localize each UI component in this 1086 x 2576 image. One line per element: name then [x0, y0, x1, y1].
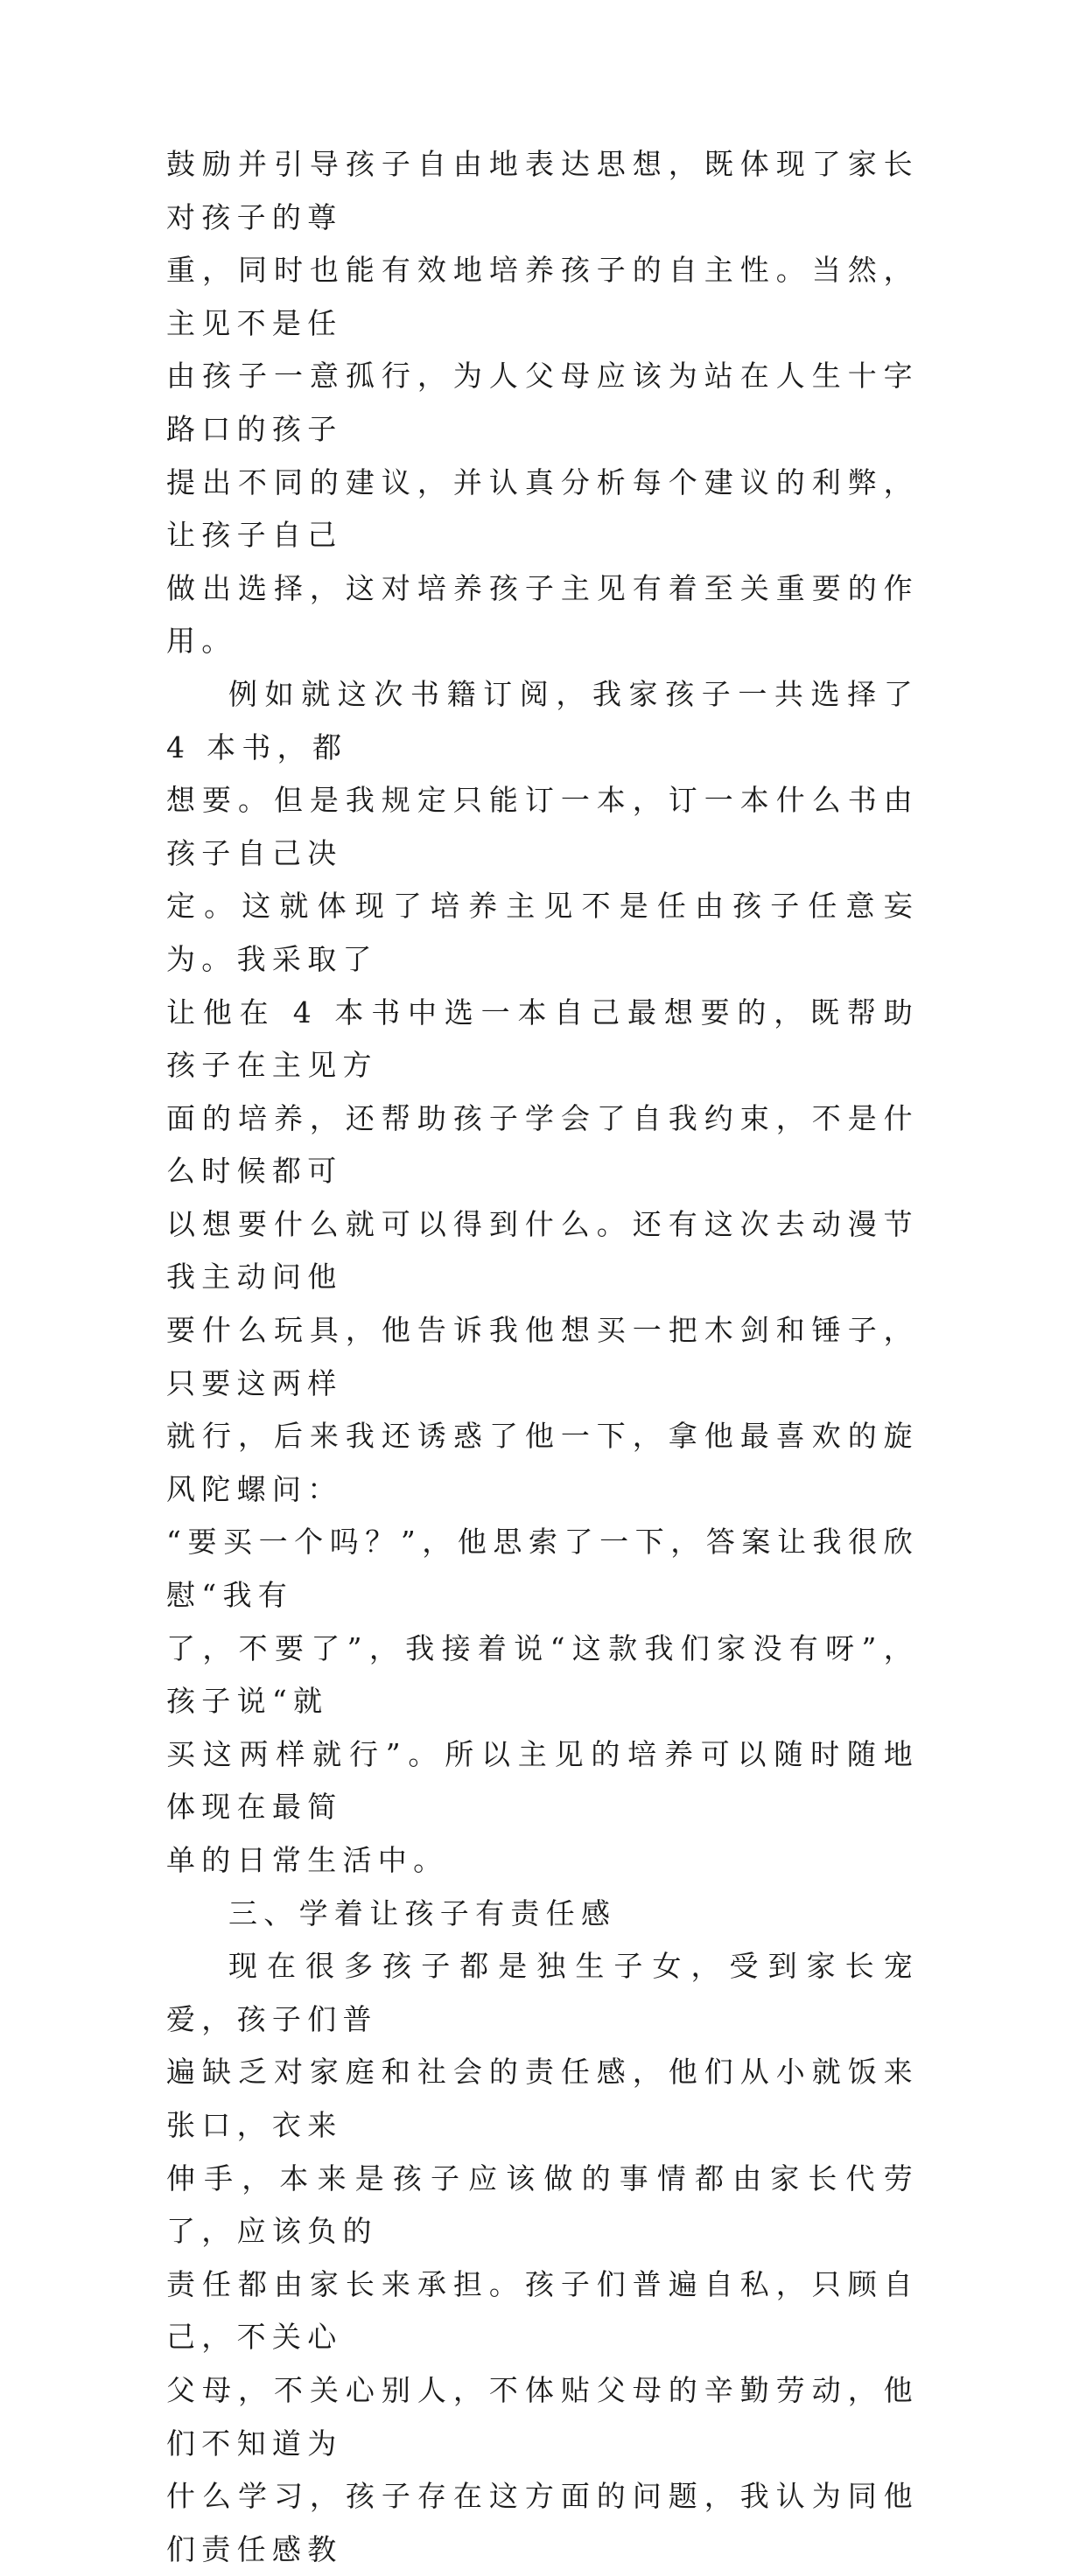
section-heading — [166, 1888, 919, 1941]
paragraph-autonomy — [166, 138, 919, 668]
text-line: 买这两样就行”。所以主见的培养可以随时随地体现在最简 — [166, 1736, 919, 1825]
text-line: 鼓励并引导孩子自由地表达思想，既体现了家长对孩子的尊 — [166, 147, 919, 234]
text-line: 重，同时也能有效地培养孩子的自主性。当然，主见不是任 — [166, 253, 919, 340]
text-line: 父母，不关心别人，不体贴父母的辛勤劳动，他们不知道为 — [166, 2372, 919, 2461]
text-line: 伸手，本来是孩子应该做的事情都由家长代劳了，应该负的 — [166, 2161, 919, 2249]
text-line: 遍缺乏对家庭和社会的责任感，他们从小就饭来张口，衣来 — [166, 2055, 919, 2142]
text-line: 以想要什么就可以得到什么。还有这次去动漫节我主动问他 — [166, 1206, 919, 1295]
text-line: 想要。但是我规定只能订一本，订一本什么书由孩子自己决 — [166, 783, 919, 870]
text-line: 做出选择，这对培养孩子主见有着至关重要的作用。 — [166, 570, 919, 659]
text-line: 提出不同的建议，并认真分析每个建议的利弊，让孩子自己 — [166, 464, 919, 553]
text-line: 责任都由家长来承担。孩子们普遍自私，只顾自己，不关心 — [166, 2266, 919, 2355]
paragraph-book-example — [166, 668, 919, 1888]
text-line: 让他在 4 本书中选一本自己最想要的，既帮助孩子在主见方 — [166, 995, 919, 1083]
text-line: 了，不要了”，我接着说“这款我们家没有呀”，孩子说“就 — [166, 1630, 919, 1719]
text-line: “要买一个吗？”，他思索了一下，答案让我很欣慰“我有 — [166, 1525, 919, 1613]
text-line: 定。这就体现了培养主见不是任由孩子任意妄为。我采取了 — [166, 889, 919, 976]
text-line: 就行，后来我还诱惑了他一下，拿他最喜欢的旋风陀螺问： — [166, 1419, 919, 1506]
text-line: 由孩子一意孤行，为人父母应该为站在人生十字路口的孩子 — [166, 359, 919, 446]
text-line: 例如就这次书籍订阅，我家孩子一共选择了 4 本书，都 — [166, 676, 919, 764]
document-page — [166, 138, 919, 2576]
text-line: 现在很多孩子都是独生子女，受到家长宠爱，孩子们普 — [166, 1949, 919, 2036]
text-line: 要什么玩具，他告诉我他想买一把木剑和锤子，只要这两样 — [166, 1313, 919, 1400]
text-line: 单的日常生活中。 — [166, 1843, 449, 1877]
text-line: 面的培养，还帮助孩子学会了自我约束，不是什么时候都可 — [166, 1100, 919, 1189]
text-line: 什么学习，孩子存在这方面的问题，我认为同他们责任感教 — [166, 2479, 919, 2566]
paragraph-responsibility — [166, 1940, 919, 2576]
heading-text: 三、学着让孩子有责任感 — [228, 1895, 617, 1930]
